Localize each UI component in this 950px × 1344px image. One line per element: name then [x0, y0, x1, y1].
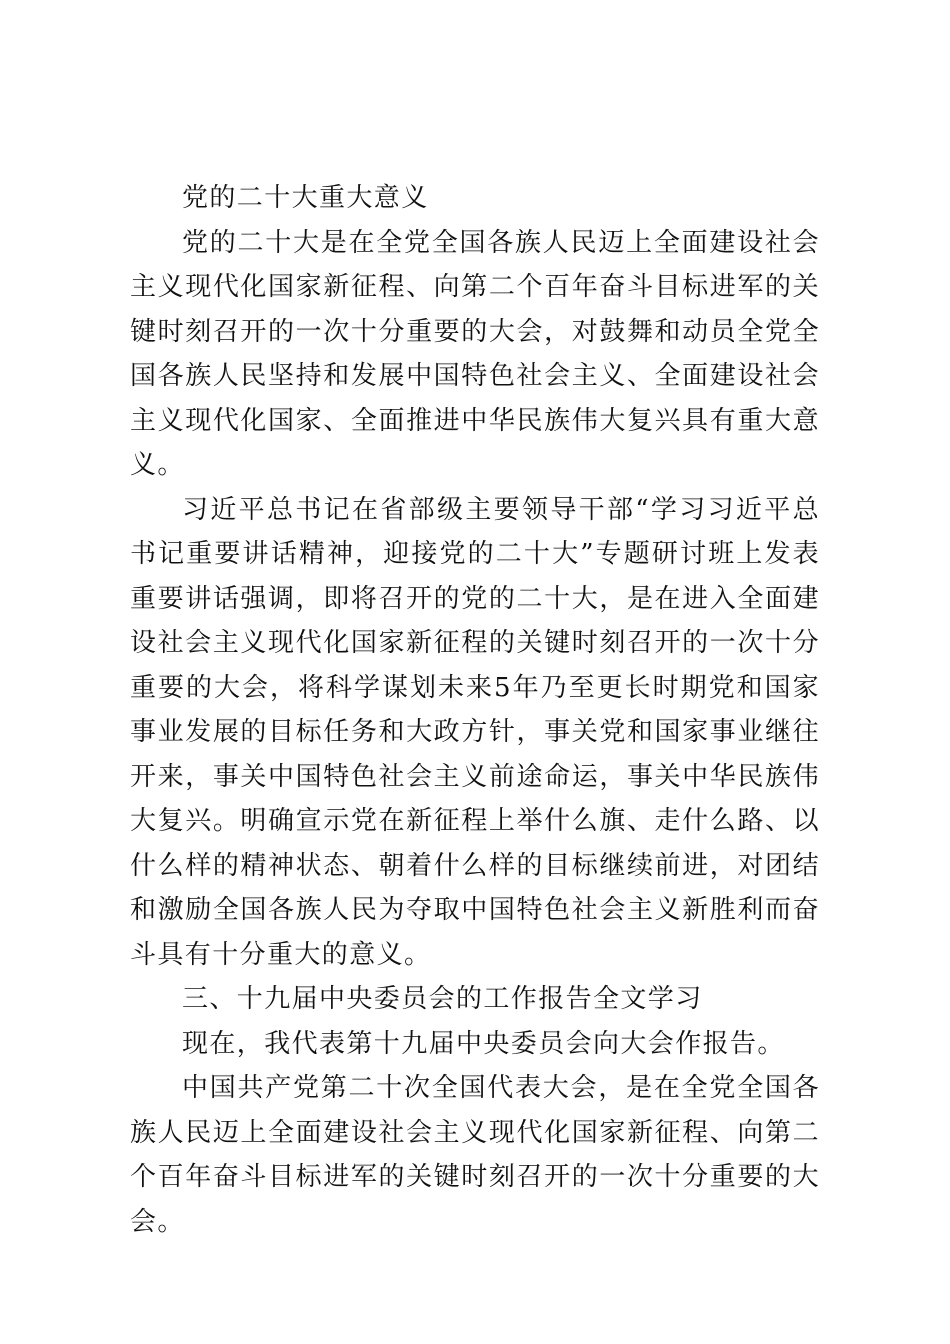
document-body [130, 176, 820, 1244]
section-heading: 党的二十大重大意义 [182, 183, 429, 213]
section-heading: 三、十九届中央委员会的工作报告全文学习 [182, 984, 703, 1014]
paragraph: 党的二十大是在全党全国各族人民迈上全面建设社会主义现代化国家新征程、向第二个百年奋斗目标进军的关键时刻召开的一次十分重要的大会，对鼓舞和动员全党全国各族人民坚持和发展中国特色社会主义、全面建设社会主义现代化国家、全面推进中华民族伟大复兴具有重大意义。 [130, 227, 820, 480]
paragraph: 习近平总书记在省部级主要领导干部“学习习近平总书记重要讲话精神，迎接党的二十大”专题研讨班上发表重要讲话强调，即将召开的党的二十大，是在进入全面建设社会主义现代化国家新征程的关键时刻召开的一次十分重要的大会，将科学谋划未来5年乃至更长时期党和国家事业发展的目标任务和大政方针，事关党和国家事业继往开来，事关中国特色社会主义前途命运，事关中华民族伟大复兴。明确宣示党在新征程上举什么旗、走什么路、以什么样的精神状态、朝着什么样的目标继续前进，对团结和激励全国各族人民为夺取中国特色社会主义新胜利而奋斗具有十分重大的意义。 [130, 494, 820, 970]
paragraph: 现在，我代表第十九届中央委员会向大会作报告。 [182, 1028, 785, 1059]
paragraph: 中国共产党第二十次全国代表大会，是在全党全国各族人民迈上全面建设社会主义现代化国家新征程、向第二个百年奋斗目标进军的关键时刻召开的一次十分重要的大会。 [130, 1073, 820, 1237]
